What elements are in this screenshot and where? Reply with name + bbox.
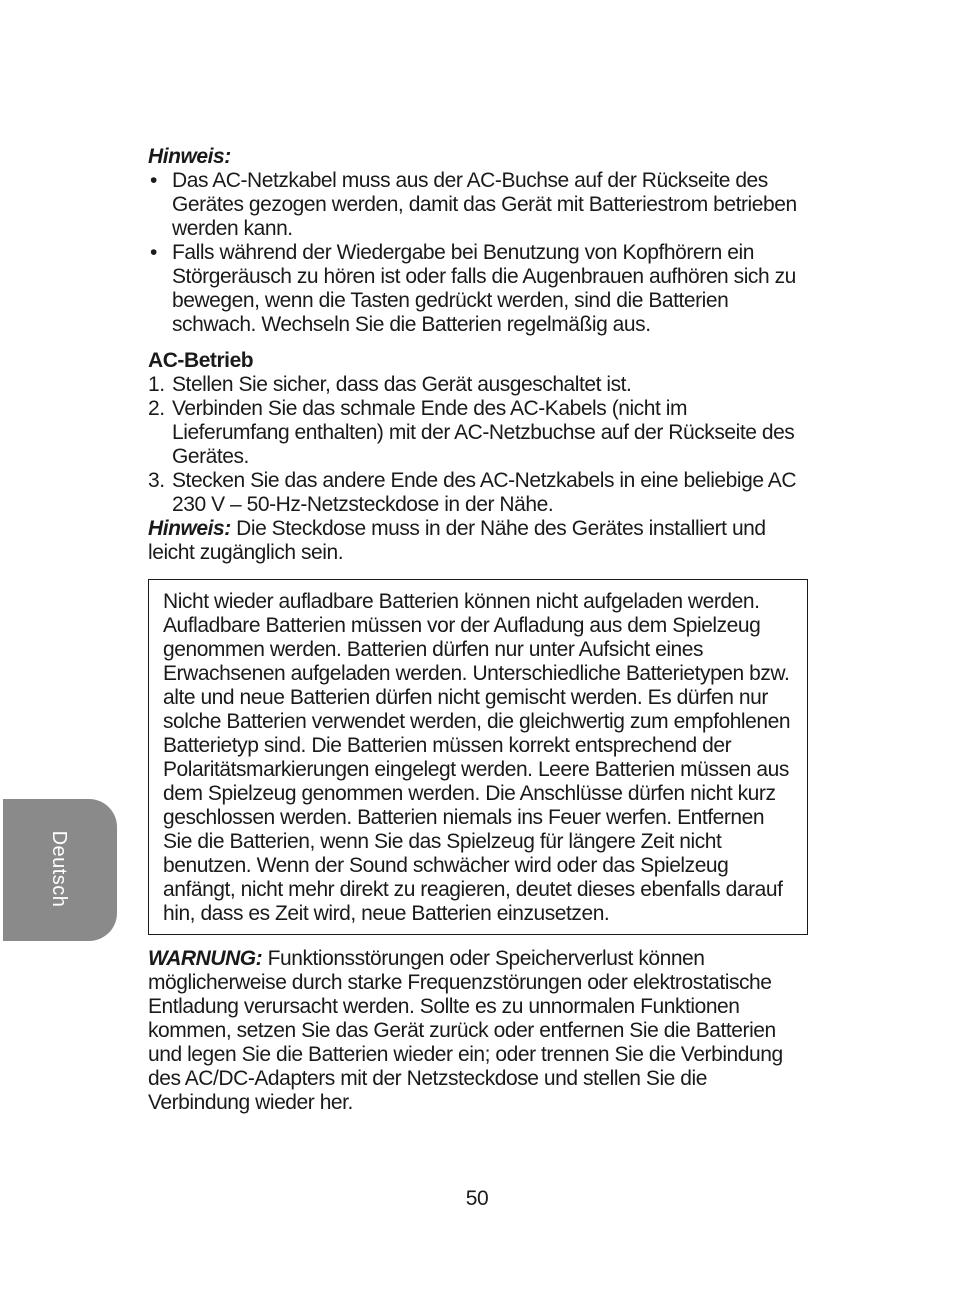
hinweis-item-2: • Falls während der Wiedergabe bei Benutzung von Kopfhörern ein Störgeräusch zu hören ist oder falls die Augenbrauen aufhören sich zu bewegen, wenn die Tasten gedrückt werden, sind die Batterien schwach. Wechseln Sie die Batterien regelmäßig aus. — [148, 241, 808, 337]
step-text: Verbinden Sie das schmale Ende des AC-Kabels (nicht im Lieferumfang enthalten) mit der AC-Netzbuchse auf der Rückseite des Gerätes. — [172, 397, 795, 468]
hinweis-item-1: • Das AC-Netzkabel muss aus der AC-Buchse auf der Rückseite des Gerätes gezogen werden, damit das Gerät mit Batteriestrom betrieben werden kann. — [148, 169, 808, 241]
warnung-text: Funktionsstörungen oder Speicherverlust können möglicherweise durch starke Frequenzstörungen oder elektrostatische Entladung verursacht werden. Sollte es zu unnormalen Funktionen kommen, setzen Sie das Gerät zurück oder entfernen Sie die Batterien und legen Sie die Batterien wieder ein; oder trennen Sie die Verbindung des AC/DC-Adapters mit der Netzsteckdose und stellen Sie die Verbindung wieder her. — [148, 947, 783, 1114]
ac-note-text: Die Steckdose muss in der Nähe des Gerätes installiert und leicht zugänglich sein. — [148, 517, 766, 564]
battery-warning-text: Nicht wieder aufladbare Batterien können nicht aufgeladen werden. Aufladbare Batterien müssen vor der Aufladung aus dem Spielzeug genommen werden. Batterien dürfen nur unter Aufsicht eines Erwachsenen aufgeladen werden. Unterschiedliche Batterietypen bzw. alte und neue Batterien dürfen nicht gemischt werden. Es dürfen nur solche Batterien verwendet werden, die gleichwertig zum empfohlenen Batterietyp sind. Die Batterien müssen korrekt entsprechend der Polaritätsmarkierungen eingelegt werden. Leere Batterien müssen aus dem Spielzeug genommen werden. Die Anschlüsse dürfen nicht kurz geschlossen werden. Batterien niemals ins Feuer werfen. Entfernen Sie die Batterien, wenn Sie das Spielzeug für längere Zeit nicht benutzen. Wenn der Sound schwächer wird oder das Spielzeug anfängt, nicht mehr direkt zu reagieren, deutet dieses ebenfalls darauf hin, dass es Zeit wird, neue Batterien einzusetzen. — [163, 590, 791, 925]
step-number: 2. — [148, 397, 165, 420]
battery-warning-box — [148, 579, 808, 935]
step-item-3 — [148, 469, 808, 517]
ac-betrieb-section — [148, 349, 808, 565]
ac-betrieb-steps — [148, 373, 808, 517]
hinweis-list — [148, 169, 808, 337]
hinweis-label: Hinweis: — [148, 145, 231, 168]
hinweis-section — [148, 145, 808, 337]
ac-note-label: Hinweis: — [148, 517, 231, 540]
warnung-paragraph — [148, 947, 808, 1115]
page-number: 50 — [465, 1187, 489, 1210]
step-number: 3. — [148, 469, 165, 492]
language-tab-label: Deutsch — [48, 830, 70, 908]
warnung-section — [148, 947, 808, 1115]
warnung-label: WARNUNG: — [148, 947, 263, 970]
step-number: 1. — [148, 373, 165, 396]
page-content — [148, 145, 808, 1115]
step-text: Stecken Sie das andere Ende des AC-Netzkabels in eine beliebige AC 230 V – 50-Hz-Netzsteckdose in der Nähe. — [172, 469, 797, 516]
step-item-1 — [148, 373, 808, 397]
ac-note — [148, 517, 808, 565]
ac-betrieb-heading: AC-Betrieb — [148, 349, 254, 372]
step-text: Stellen Sie sicher, dass das Gerät ausgeschaltet ist. — [172, 373, 632, 396]
step-item-2 — [148, 397, 808, 469]
language-side-tab — [3, 799, 117, 941]
